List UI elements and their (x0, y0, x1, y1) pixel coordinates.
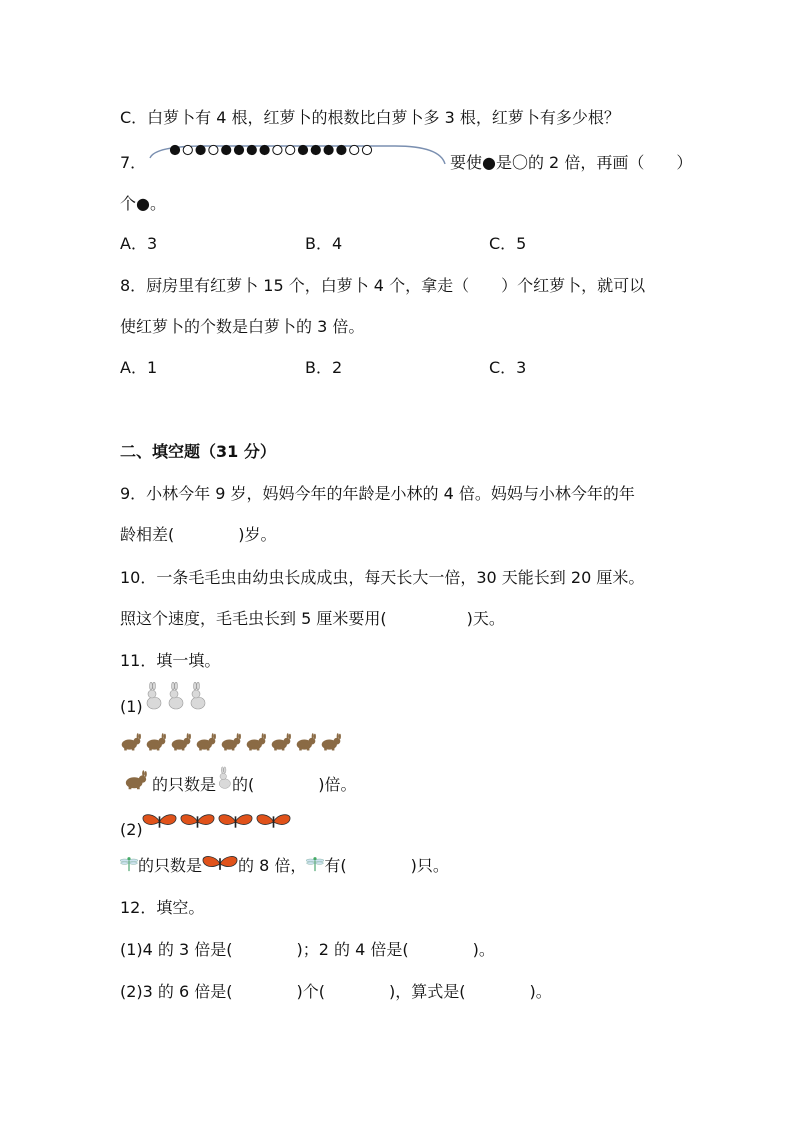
hollow-dot (286, 145, 295, 154)
question-10-text-2: 照这个速度，毛毛虫长到 5 厘米要用( )天。 (120, 609, 505, 628)
butterfly-icon (218, 813, 253, 834)
filled-dot (337, 145, 346, 154)
white-rabbit-row (143, 682, 207, 714)
brown-rabbit-row (120, 733, 342, 755)
brown-rabbit-icon (320, 733, 342, 755)
question-8-text-2: 使红萝卜的个数是白萝卜的 3 倍。 (120, 317, 365, 336)
question-c: C．白萝卜有 4 根，红萝卜的根数比白萝卜多 3 根，红萝卜有多少根？ (120, 108, 620, 127)
q11-part2-text-a: 的只数是 (138, 856, 203, 875)
filled-dot (247, 145, 256, 154)
question-7-text: 要使●是〇的 2 倍，再画（ ） (450, 153, 693, 172)
brown-rabbit-icon (220, 733, 242, 755)
question-11-title: 11．填一填。 (120, 651, 221, 670)
question-12-title: 12．填空。 (120, 898, 205, 917)
dots-bracket (145, 138, 450, 172)
filled-dot (170, 145, 179, 154)
hollow-dot (273, 145, 282, 154)
butterfly-row (142, 813, 291, 834)
white-rabbit-icon (165, 682, 185, 714)
hollow-dot (209, 145, 218, 154)
brown-rabbit-icon (195, 733, 217, 755)
filled-dot (222, 145, 231, 154)
question-10-text: 10．一条毛毛虫由幼虫长成成虫，每天长大一倍，30 天能长到 20 厘米。 (120, 568, 645, 587)
dragonfly-icon (120, 856, 138, 877)
brown-rabbit-icon (270, 733, 292, 755)
brown-rabbit-icon (124, 770, 148, 795)
butterfly-icon (180, 813, 215, 834)
q11-part1-label: (1) (120, 697, 143, 716)
q11-part1-text-b: 的( )倍。 (232, 775, 357, 794)
butterfly-icon (202, 855, 238, 877)
white-rabbit-icon (143, 682, 163, 714)
butterfly-icon (142, 813, 177, 834)
hollow-dot (350, 145, 359, 154)
brown-rabbit-icon (120, 733, 142, 755)
question-9-text-2: 龄相差( )岁。 (120, 525, 277, 544)
filled-dot (311, 145, 320, 154)
brown-rabbit-icon (295, 733, 317, 755)
q8-option-a: A．1 (120, 358, 158, 377)
butterfly-icon (256, 813, 291, 834)
brown-rabbit-icon (245, 733, 267, 755)
hollow-dot (183, 145, 192, 154)
dots-group (170, 145, 371, 154)
question-12-line-1: (1)4 的 3 倍是( )；2 的 4 倍是( )。 (120, 940, 495, 959)
question-12-line-2: (2)3 的 6 倍是( )个( )，算式是( )。 (120, 982, 552, 1001)
hollow-dot (362, 145, 371, 154)
q11-part1-sentence (124, 766, 357, 795)
q7-option-c: C．5 (489, 234, 527, 253)
q7-option-b: B．4 (305, 234, 343, 253)
filled-dot (324, 145, 333, 154)
filled-dot (196, 145, 205, 154)
question-7-text-2: 个●。 (120, 194, 166, 213)
q8-option-b: B．2 (305, 358, 343, 377)
question-9-text: 9．小林今年 9 岁，妈妈今年的年龄是小林的 4 倍。妈妈与小林今年的年 (120, 484, 635, 503)
filled-dot (298, 145, 307, 154)
q11-part2-text-c: 有( )只。 (324, 856, 449, 875)
q7-option-a: A．3 (120, 234, 158, 253)
white-rabbit-icon (216, 766, 232, 795)
section-title: 二、填空题（31 分） (120, 442, 276, 461)
question-8-text: 8．厨房里有红萝卜 15 个，白萝卜 4 个，拿走（ ）个红萝卜，就可以 (120, 276, 646, 295)
filled-dot (234, 145, 243, 154)
q11-part2-label: (2) (120, 820, 143, 839)
brown-rabbit-icon (145, 733, 167, 755)
q11-part2-sentence (120, 855, 449, 877)
filled-dot (260, 145, 269, 154)
q11-part2-text-b: 的 8 倍， (238, 856, 307, 875)
q11-part1-text-a: 的只数是 (152, 775, 217, 794)
white-rabbit-icon (187, 682, 207, 714)
q8-option-c: C．3 (489, 358, 527, 377)
brown-rabbit-icon (170, 733, 192, 755)
dragonfly-icon (306, 856, 324, 877)
question-7-number: 7． (120, 153, 147, 172)
